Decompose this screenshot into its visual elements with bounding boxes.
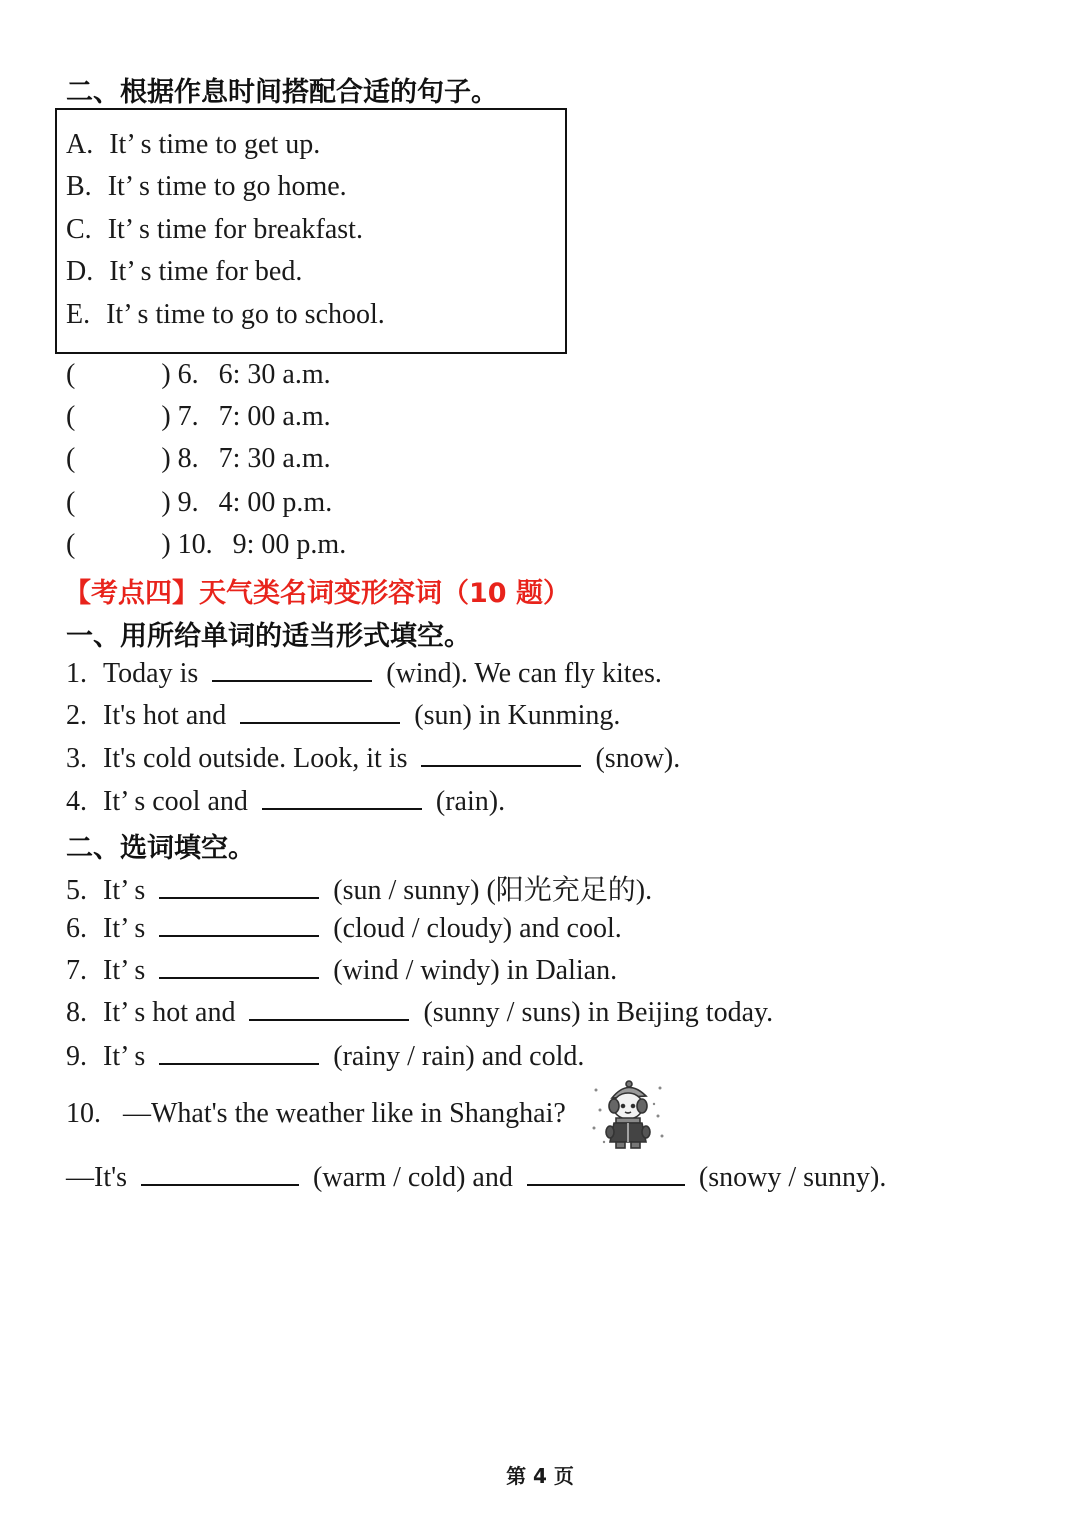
match-item-7: ( ) 7. 7: 00 a.m. (66, 401, 331, 432)
answer-blank[interactable] (262, 784, 422, 810)
choose-item-5: 5. It’ s (sun / sunny) (阳光充足的). (66, 875, 653, 906)
answer-blank[interactable] (249, 995, 409, 1021)
answer-blank[interactable] (527, 1160, 685, 1186)
option-c: C. It’ s time for breakfast. (66, 214, 363, 245)
fill-item-2: 2. It's hot and (sun) in Kunming. (66, 700, 621, 731)
section-title-matching: 二、根据作息时间搭配合适的句子。 (66, 77, 498, 108)
choose-item-9: 9. It’ s (rainy / rain) and cold. (66, 1041, 585, 1072)
answer-blank[interactable] (159, 953, 319, 979)
section-title-fill: 一、用所给单词的适当形式填空。 (66, 621, 471, 652)
answer-blank[interactable] (421, 741, 581, 767)
answer-blank[interactable] (212, 656, 372, 682)
match-item-8: ( ) 8. 7: 30 a.m. (66, 443, 331, 474)
answer-blank[interactable] (159, 1039, 319, 1065)
answer-blank[interactable] (240, 698, 400, 724)
option-b: B. It’ s time to go home. (66, 171, 347, 202)
option-e: E. It’ s time to go to school. (66, 299, 385, 330)
answer-blank[interactable] (159, 911, 319, 937)
answer-blank[interactable] (159, 873, 319, 899)
answer-blank[interactable] (141, 1160, 299, 1186)
section-title-choose: 二、选词填空。 (66, 833, 255, 864)
fill-item-3: 3. It's cold outside. Look, it is (snow). (66, 743, 681, 774)
page-number: 第 4 页 (506, 1464, 574, 1488)
match-item-10: ( ) 10. 9: 00 p.m. (66, 529, 347, 560)
snow-child-illustration (590, 1076, 666, 1150)
choose-item-8: 8. It’ s hot and (sunny / suns) in Beijing today. (66, 997, 774, 1028)
match-item-9: ( ) 9. 4: 00 p.m. (66, 487, 333, 518)
q10-question: 10. —What's the weather like in Shanghai? (66, 1098, 566, 1129)
kaodian-title: 【考点四】天气类名词变形容词（10 题） (64, 578, 570, 609)
option-d: D. It’ s time for bed. (66, 256, 303, 287)
fill-item-1: 1. Today is (wind). We can fly kites. (66, 658, 662, 689)
choose-item-7: 7. It’ s (wind / windy) in Dalian. (66, 955, 618, 986)
fill-item-4: 4. It’ s cool and (rain). (66, 786, 506, 817)
choose-item-6: 6. It’ s (cloud / cloudy) and cool. (66, 913, 622, 944)
q10-answer: —It's (warm / cold) and (snowy / sunny). (66, 1162, 887, 1193)
option-a: A. It’ s time to get up. (66, 129, 321, 160)
match-item-6: ( ) 6. 6: 30 a.m. (66, 359, 331, 390)
